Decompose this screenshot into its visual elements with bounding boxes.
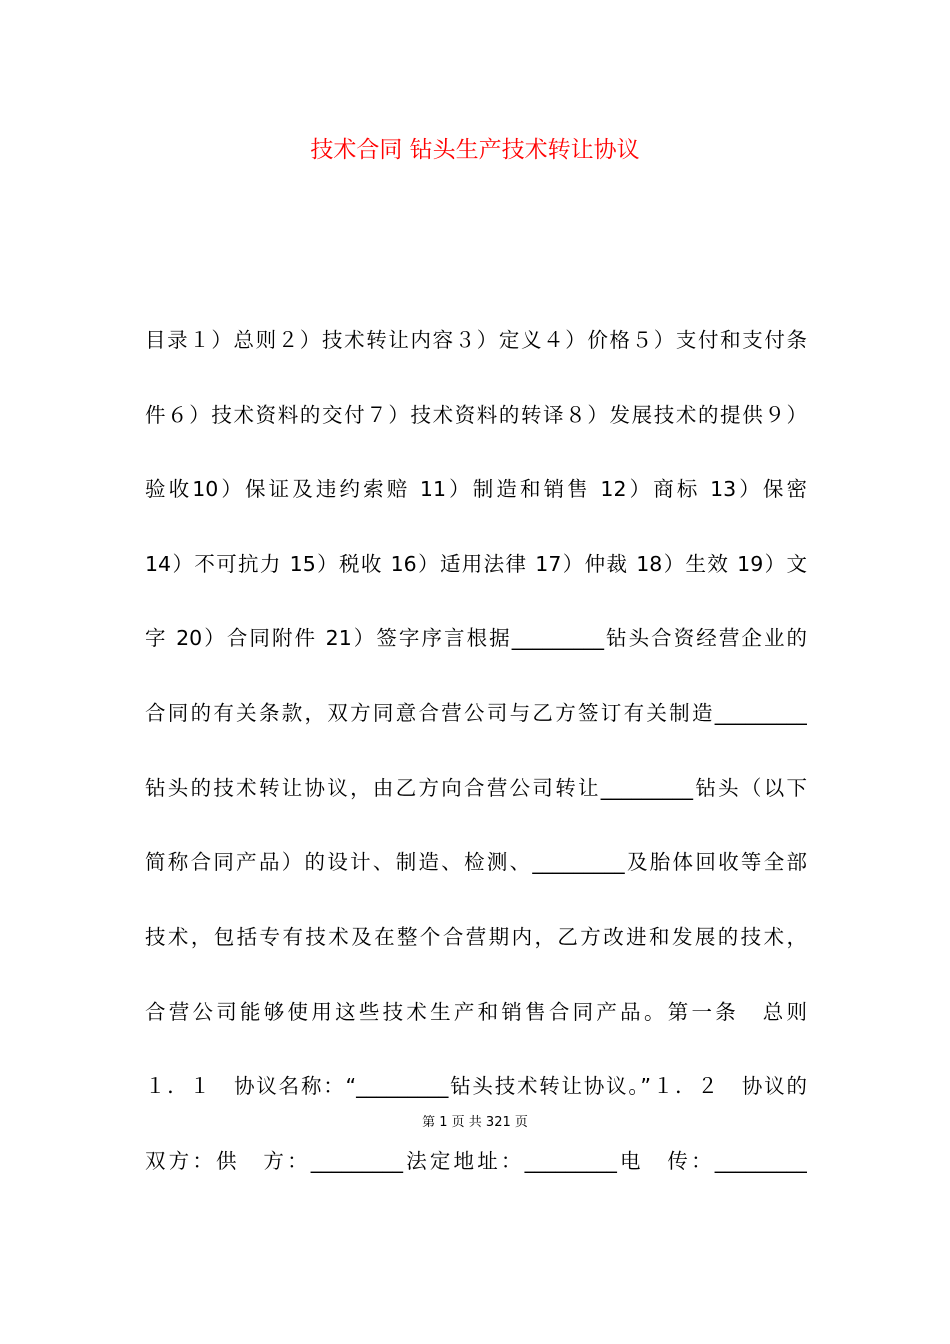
body-line-11: １．１ 协议名称：“_________钻头技术转让协议。”１．２ 协议的	[145, 1074, 807, 1098]
body-line-3: 验收10）保证及违约索赔 11）制造和销售 12）商标 13）保密	[145, 477, 807, 501]
body-line-6: 合同的有关条款，双方同意合营公司与乙方签订有关制造_________	[145, 701, 807, 725]
body-line-5: 字 20）合同附件 21）签字序言根据_________钻头合资经营企业的	[145, 626, 807, 650]
body-line-8: 简称合同产品）的设计、制造、检测、_________及胎体回收等全部	[145, 850, 807, 874]
document-title: 技术合同 钻头生产技术转让协议	[310, 137, 640, 163]
body-line-12: 双方：供 方：_________法定地址：_________电 传：_________	[145, 1149, 807, 1173]
body-line-2: 件６）技术资料的交付７）技术资料的转译８）发展技术的提供９）	[145, 403, 807, 427]
body-line-9: 技术，包括专有技术及在整个合营期内，乙方改进和发展的技术，	[145, 925, 807, 949]
body-line-7: 钻头的技术转让协议，由乙方向合营公司转让_________钻头（以下	[145, 776, 807, 800]
body-line-4: 14）不可抗力 15）税收 16）适用法律 17）仲裁 18）生效 19）文	[145, 552, 807, 576]
body-line-1: 目录１）总则２）技术转让内容３）定义４）价格５）支付和支付条	[145, 328, 807, 352]
body-line-10: 合营公司能够使用这些技术生产和销售合同产品。第一条 总则	[145, 1000, 807, 1024]
page-footer: 第 1 页 共 321 页	[422, 1115, 528, 1130]
